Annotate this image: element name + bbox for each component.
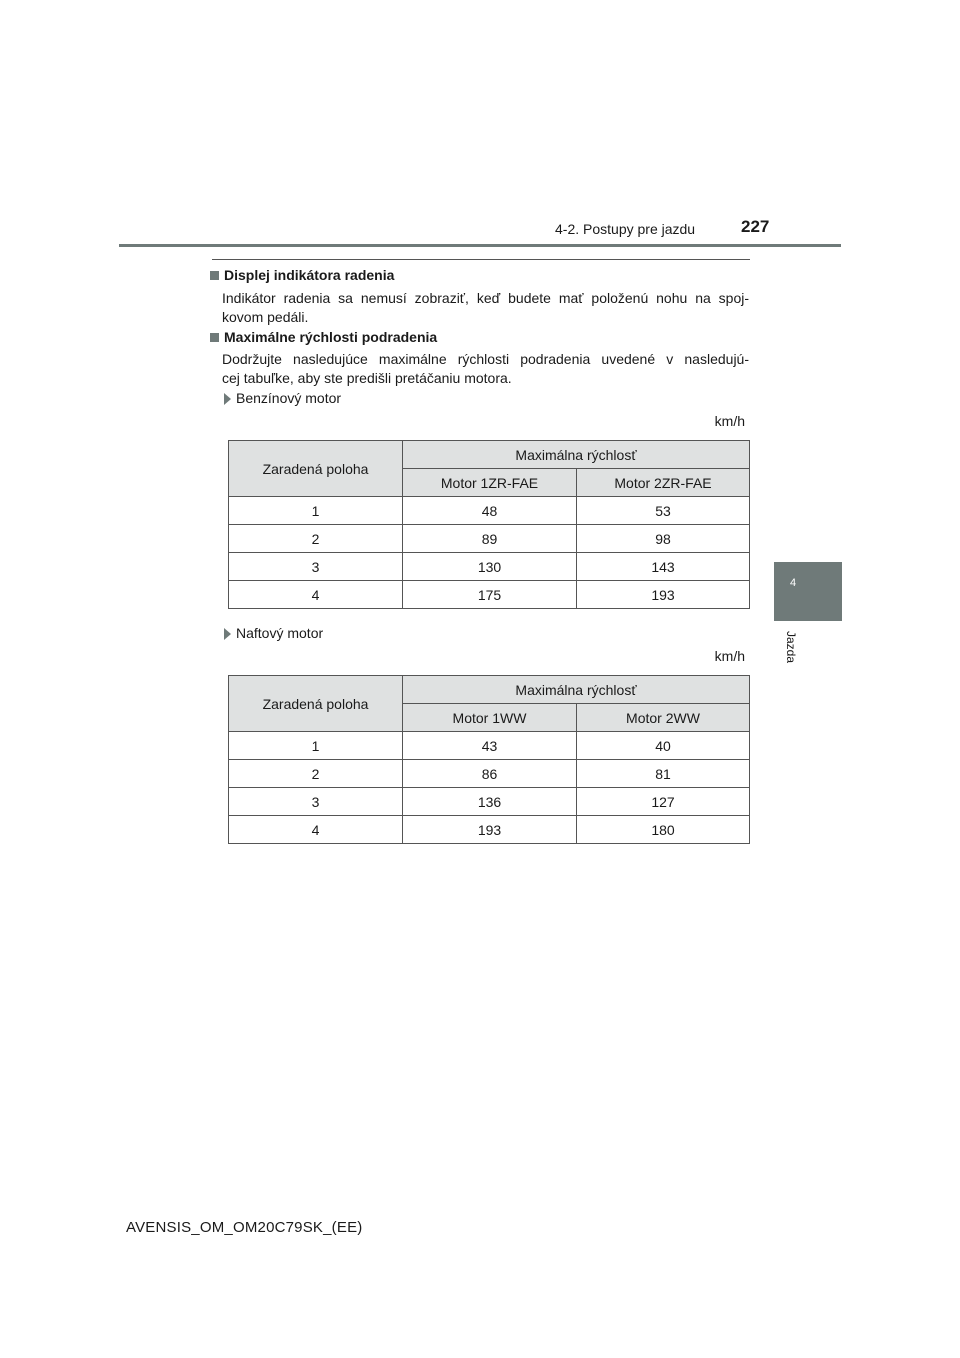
speed-cell: 86 [403,760,577,788]
section-heading-max-speeds: Maximálne rýchlosti podradenia [210,329,437,345]
gear-cell: 3 [229,553,403,581]
group-header-max-speed: Maximálna rýchlosť [403,441,750,469]
section-text-max-speeds: Dodržujte nasledujúce maximálne rýchlosti podradenia uvedené v nasledujú- cej tabuľke, aby ste predišli pretáčaniu motora. [222,351,749,386]
diesel-speed-table [228,675,750,844]
speed-cell: 89 [403,525,577,553]
triangle-bullet-icon [224,393,231,405]
col-header-engine: Motor 1ZR-FAE [403,469,577,497]
header-section-title: 4-2. Postupy pre jazdu [555,221,696,237]
content-divider [212,259,750,260]
speed-cell: 193 [577,581,750,609]
speed-cell: 143 [577,553,750,581]
gear-cell: 3 [229,788,403,816]
speed-cell: 180 [577,816,750,844]
table-row [229,816,750,844]
speed-cell: 48 [403,497,577,525]
section-text-shift-indicator: Indikátor radenia sa nemusí zobraziť, keď budete mať položenú nohu na spoj- kovom pedáli. [222,290,749,325]
triangle-bullet-icon [224,628,231,640]
square-bullet-icon [210,271,219,280]
gear-cell: 2 [229,525,403,553]
table-row [229,553,750,581]
gear-cell: 1 [229,732,403,760]
table-row [229,760,750,788]
petrol-engine-caption: Benzínový motor [224,390,341,406]
speed-cell: 193 [403,816,577,844]
chapter-tab[interactable] [774,562,842,621]
speed-cell: 127 [577,788,750,816]
table-row [229,581,750,609]
gear-cell: 4 [229,581,403,609]
chapter-tab-number: 4 [790,577,797,589]
square-bullet-icon [210,333,219,342]
col-header-gear: Zaradená poloha [229,676,403,732]
diesel-table-unit: km/h [714,648,745,664]
col-header-engine: Motor 2ZR-FAE [577,469,750,497]
gear-cell: 2 [229,760,403,788]
table-row [229,497,750,525]
petrol-table-unit: km/h [714,413,745,429]
speed-cell: 98 [577,525,750,553]
speed-cell: 175 [403,581,577,609]
table-row [229,788,750,816]
gear-cell: 1 [229,497,403,525]
speed-cell: 81 [577,760,750,788]
col-header-engine: Motor 1WW [403,704,577,732]
gear-cell: 4 [229,816,403,844]
diesel-engine-caption: Naftový motor [224,625,323,641]
chapter-tab-label: Jazda [784,631,798,664]
document-code-footer: AVENSIS_OM_OM20C79SK_(EE) [126,1219,363,1236]
speed-cell: 40 [577,732,750,760]
col-header-gear: Zaradená poloha [229,441,403,497]
table-row [229,732,750,760]
page-number: 227 [741,217,770,236]
speed-cell: 53 [577,497,750,525]
speed-cell: 136 [403,788,577,816]
petrol-speed-table [228,440,750,609]
section-heading-shift-indicator: Displej indikátora radenia [210,267,394,283]
speed-cell: 43 [403,732,577,760]
group-header-max-speed: Maximálna rýchlosť [403,676,750,704]
table-row [229,525,750,553]
col-header-engine: Motor 2WW [577,704,750,732]
speed-cell: 130 [403,553,577,581]
header-divider [119,244,841,247]
